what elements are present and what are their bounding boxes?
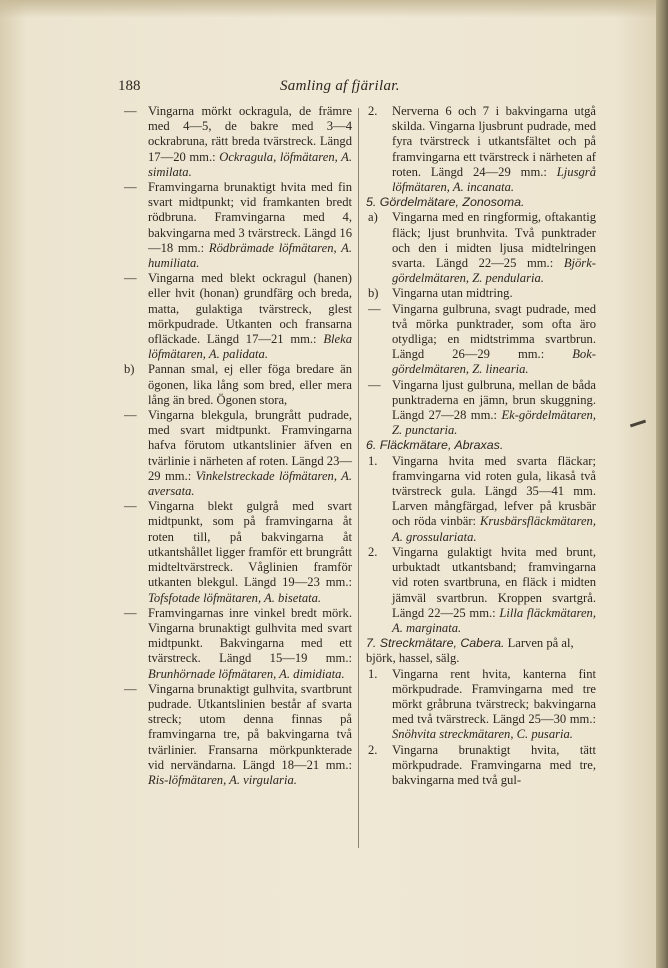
running-head: Samling af fjärilar. xyxy=(280,78,400,94)
genus-heading-text: 5. Gördelmätare, Zonosoma. xyxy=(366,195,525,210)
entry-description: Vingarna med blekt ockragul (hanen) eller hvit (honan) grundfärg och breda, matta, gulaktiga tvärstreck, glest mörkpudrade. Utkanten och fransarna ofläckade. Längd 17—21 mm.: xyxy=(148,271,352,347)
entry-marker: — xyxy=(368,377,381,392)
species-entry xyxy=(364,545,596,636)
entry-marker: 1. xyxy=(368,666,378,681)
species-entry xyxy=(120,499,352,605)
species-entry xyxy=(364,104,596,195)
species-name: Björk-gördelmätaren, Z. pendularia. xyxy=(392,256,596,286)
entry-description: Vingarna utan midtring. xyxy=(392,286,513,301)
genus-heading-text: 7. Streckmätare, Cabera. xyxy=(366,636,505,651)
genus-heading-text: 6. Fläckmätare, Abraxas. xyxy=(366,438,504,453)
entry-marker: 2. xyxy=(368,104,378,118)
entry-marker: — xyxy=(124,605,137,620)
column-rule xyxy=(358,108,359,848)
species-entry xyxy=(120,104,352,180)
species-name: Ljusgrå löfmätaren, A. incanata. xyxy=(392,164,596,195)
genus-heading xyxy=(364,636,596,666)
entry-marker: — xyxy=(124,104,137,118)
entry-marker: — xyxy=(124,180,137,195)
entry-description: Vingarna gulaktigt hvita med brunt, urbuktadt utkantsband; framvingarna vid roten svartbruna, en fläck i midten jämväl svartbrun. Kroppen svartgrå. Längd 22—25 mm.: xyxy=(392,544,596,620)
species-entry xyxy=(120,408,352,499)
species-name: Bleka löfmätaren, A. palidata. xyxy=(148,332,352,362)
book-spine xyxy=(656,0,668,968)
genus-heading xyxy=(364,438,596,453)
species-name: Rödbrämade löfmätaren, A. humiliata. xyxy=(148,240,352,271)
genus-heading xyxy=(364,195,596,210)
entry-marker: 2. xyxy=(368,544,378,559)
left-column xyxy=(120,104,352,788)
entry-marker: — xyxy=(124,681,137,696)
entry-marker: a) xyxy=(368,210,378,225)
entry-marker: 2. xyxy=(368,742,378,757)
page-top-edge xyxy=(0,0,668,18)
entry-description: Vingarna gulbruna, svagt pudrade, med två mörka punktrader, som ofta äro otydliga; en midtstrimma svartbrun. Längd 26—29 mm.: xyxy=(392,301,596,362)
species-entry xyxy=(364,743,596,789)
entry-description: Vingarna brunaktigt hvita, tätt mörkpudrade. Framvingarna med tre, bakvingarna med två gul- xyxy=(392,742,596,787)
species-name: Snöhvita streckmätaren, C. pusaria. xyxy=(392,727,573,742)
entry-description: Framvingarnas inre vinkel bredt mörk. Vingarna brunaktigt gulhvita med svart midtpunkt. Bakvingarna med ett tvärstreck. Längd 15—19 mm.: xyxy=(148,605,352,666)
species-entry xyxy=(364,302,596,378)
entry-marker: b) xyxy=(124,362,135,377)
entry-description: Vingarna med en ringformig, oftakantig fläck; ljust brunhvita. Två punktrader och den i midten ljusa midtelringen svarta. Längd 22—25 mm.: xyxy=(392,210,596,271)
entry-description: Vingarna brunaktigt gulhvita, svartbrunt pudrade. Utkantslinien består af svarta streck; utom denna finnas på framvingarna tre, på bakvingarna två tvärlinier. Fransarna mörkpunkterade vid nervändarna. Längd 18—21 mm.: xyxy=(148,681,352,772)
entry-marker: 1. xyxy=(368,453,378,468)
entry-marker: b) xyxy=(368,286,379,301)
entry-marker: — xyxy=(368,301,381,316)
entry-marker: — xyxy=(124,499,137,514)
species-entry xyxy=(120,271,352,362)
entry-description: Vingarna mörkt ockragula, de främre med 4—5, de bakre med 3—4 ockrabruna, rätt breda tvärstreck. Längd 17—20 mm.: xyxy=(148,104,352,164)
species-entry xyxy=(120,682,352,788)
species-name: Lilla fläckmätaren, A. marginata. xyxy=(392,605,597,635)
entry-description: Vingarna blekgula, brungrått pudrade, med svart midtpunkt. Framvingarna hafva förutom utkantslinier äfven en tvärlinie i närheten af roten. Längd 23—29 mm.: xyxy=(148,408,352,483)
species-entry xyxy=(120,606,352,682)
right-column xyxy=(364,104,596,788)
species-entry xyxy=(364,667,596,743)
species-name: Krusbärsfläckmätaren, A. grossulariata. xyxy=(392,514,596,544)
species-entry xyxy=(364,286,596,301)
species-name: Ek-gördelmätaren, Z. punctaria. xyxy=(392,408,596,438)
entry-marker: — xyxy=(124,408,137,423)
entry-description: Vingarna hvita med svarta fläckar; framvingarna vid roten gula, likaså två tvärstreck gula. Längd 35—41 mm. Larven mångfärgad, lefver på krusbär och röda vinbär: xyxy=(392,453,596,529)
species-entry xyxy=(120,362,352,408)
entry-description: Pannan smal, ej eller föga bredare än ögonen, lika lång som bred, eller mera lång än bred. Ögonen stora, xyxy=(148,362,352,407)
species-entry xyxy=(120,180,352,271)
species-entry xyxy=(364,378,596,439)
entry-marker: — xyxy=(124,271,137,286)
species-name: Bok-gördelmätaren, Z. linearia. xyxy=(392,347,596,377)
page-number: 188 xyxy=(118,78,141,94)
genus-heading-note: Larven på al, björk, hassel, sälg. xyxy=(366,636,574,666)
entry-description: Vingarna ljust gulbruna, mellan de båda punktraderna en jämn, brun skuggning. Längd 27—28 mm.: xyxy=(392,377,596,423)
species-name: Ockragula, löfmätaren, A. similata. xyxy=(148,149,352,179)
species-name: Brunhörnade löfmätaren, A. dimidiata. xyxy=(148,666,345,681)
species-name: Tofsfotade löfmätaren, A. bisetata. xyxy=(148,590,322,605)
entry-description: Vingarna blekt gulgrå med svart midtpunkt, som på framvingarna åt roten till, på bakvingarna åt utkantshållet ligger framför ett brungrått midteltvärstreck. Våglinien framför utkanten blekgul. Längd 19—23 mm.: xyxy=(148,499,352,590)
species-name: Vinkelstreckade löfmätaren, A. aversata. xyxy=(148,468,352,499)
species-entry xyxy=(364,210,596,286)
entry-description: Framvingarna brunaktigt hvita med fin svart midtpunkt; vid framkanten bredt rödbruna. Framvingarna med 4, bakvingarna med 3 tvärstreck. Längd 16—18 mm.: xyxy=(148,180,352,255)
species-entry xyxy=(364,454,596,545)
entry-description: Vingarna rent hvita, kanterna fint mörkpudrade. Framvingarna med tre mörkt gråbruna tvärstreck; bakvingarna med två tvärstreck. Längd 25—30 mm.: xyxy=(392,666,596,727)
species-name: Ris-löfmätaren, A. virgularia. xyxy=(148,772,297,787)
pencil-mark xyxy=(630,420,646,428)
entry-description: Nerverna 6 och 7 i bakvingarna utgå skilda. Vingarna ljusbrunt pudrade, med fyra tvärstreck i utkantsfältet och på framvingarna ett tvärstreck i närheten af roten. Längd 24—29 mm.: xyxy=(392,104,596,179)
